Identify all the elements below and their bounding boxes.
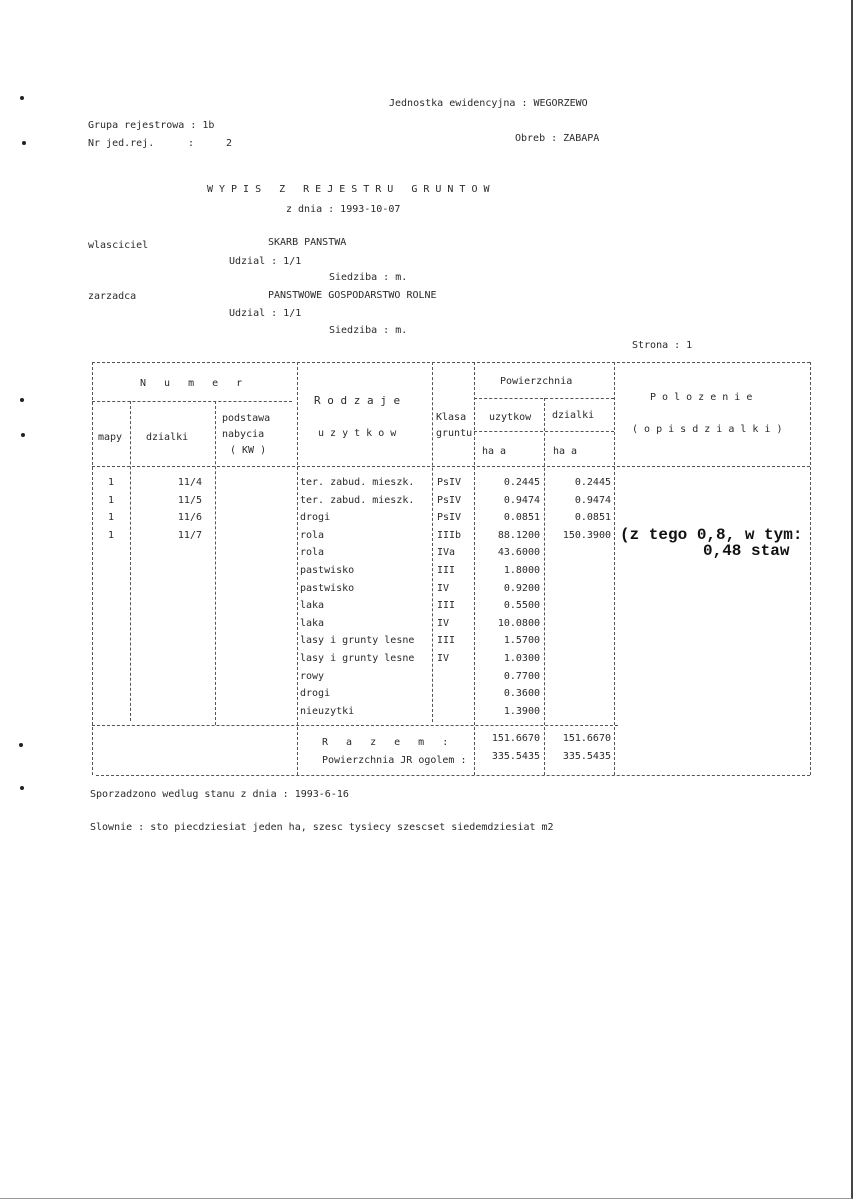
wlasciciel-siedziba: Siedziba : m. — [329, 272, 408, 283]
table-cell-uzytkow: 1.5700 — [503, 635, 540, 646]
table-cell-uzytkow: 0.3600 — [503, 688, 540, 699]
ogolem-dzialki: 335.5435 — [562, 751, 611, 762]
table-cell-uzytkow: 88.1200 — [497, 530, 540, 541]
page-number: Strona : 1 — [632, 340, 693, 351]
handwritten-annotation: (z tego 0,8, w tym: — [620, 526, 803, 544]
table-cell-klasa: IV — [437, 653, 450, 664]
table-col-divider — [544, 398, 545, 775]
header-kw: ( KW ) — [230, 445, 267, 456]
wlasciciel-name: SKARB PANSTWA — [268, 237, 347, 248]
table-col-divider — [432, 362, 433, 722]
header-pow-dzialki: dzialki — [552, 410, 595, 421]
header-klasa: Klasa — [436, 412, 467, 423]
razem-dzialki: 151.6670 — [562, 733, 611, 744]
nr-jed-label: Nr jed.rej. — [88, 138, 155, 149]
handwritten-annotation: 0,48 staw — [703, 542, 790, 560]
table-cell-uzytkow: 1.8000 — [503, 565, 540, 576]
table-cell-rodzaj: ter. zabud. mieszk. — [300, 495, 415, 506]
header-mapy: mapy — [98, 432, 123, 443]
table-col-divider — [130, 401, 131, 721]
zarzadca-label: zarzadca — [88, 291, 137, 302]
header-powierzchnia: Powierzchnia — [500, 376, 573, 387]
table-top-border — [92, 362, 810, 363]
table-cell-rodzaj: pastwisko — [300, 583, 355, 594]
table-bottom-border — [96, 775, 810, 776]
table-col-divider — [614, 362, 615, 775]
grupa-rejestrowa: Grupa rejestrowa : 1b — [88, 120, 215, 131]
table-cell-rodzaj: lasy i grunty lesne — [300, 653, 415, 664]
table-cell-rodzaj: rowy — [300, 671, 325, 682]
header-podstawa: podstawa — [222, 413, 271, 424]
table-cell-klasa: PsIV — [437, 495, 462, 506]
table-cell-dzialki: 0.0851 — [574, 512, 611, 523]
table-cell-rodzaj: drogi — [300, 688, 331, 699]
header-dzialki: dzialki — [146, 432, 189, 443]
table-header-bottom — [92, 466, 810, 467]
header-uzytkow: u z y t k o w — [318, 428, 397, 439]
table-cell-rodzaj: lasy i grunty lesne — [300, 635, 415, 646]
table-cell-klasa: PsIV — [437, 477, 462, 488]
table-cell-klasa: IVa — [437, 547, 456, 558]
table-cell-rodzaj: pastwisko — [300, 565, 355, 576]
table-cell-dzialki: 150.3900 — [562, 530, 611, 541]
table-cell-uzytkow: 43.6000 — [497, 547, 540, 558]
header-numer: N u m e r — [140, 378, 249, 389]
table-cell-rodzaj: laka — [300, 600, 325, 611]
table-cell-mapy: 1 — [107, 530, 115, 541]
table-cell-klasa: IV — [437, 618, 450, 629]
header-polozenie: P o l o z e n i e — [650, 392, 753, 403]
slownie: Slownie : sto piecdziesiat jeden ha, szesc tysiecy szescset siedemdziesiat m2 — [90, 822, 554, 833]
header-ha-a: ha a — [482, 446, 507, 457]
table-cell-mapy: 1 — [107, 495, 115, 506]
zarzadca-name: PANSTWOWE GOSPODARSTWO ROLNE — [268, 290, 437, 301]
table-cell-uzytkow: 0.7700 — [503, 671, 540, 682]
table-cell-mapy: 1 — [107, 477, 115, 488]
document-title: WYPIS Z REJESTRU GRUNTOW — [207, 184, 496, 195]
nr-jed-value: 2 — [226, 138, 233, 149]
header-rodzaje: R o d z a j e — [314, 394, 401, 407]
obreb: Obreb : ZABAPA — [515, 133, 600, 144]
table-col-divider — [297, 362, 298, 775]
table-cell-klasa: IIIb — [437, 530, 462, 541]
table-cell-rodzaj: rola — [300, 547, 325, 558]
table-cell-rodzaj: nieuzytki — [300, 706, 355, 717]
table-cell-uzytkow: 0.0851 — [503, 512, 540, 523]
document-date: z dnia : 1993-10-07 — [286, 204, 401, 215]
header-ha-a: ha a — [553, 446, 578, 457]
table-cell-klasa: III — [437, 565, 456, 576]
table-cell-uzytkow: 0.9200 — [503, 583, 540, 594]
razem-label: R a z e m : — [322, 737, 455, 748]
table-col-divider — [92, 362, 93, 775]
table-cell-uzytkow: 0.5500 — [503, 600, 540, 611]
table-cell-uzytkow: 10.0800 — [497, 618, 540, 629]
wlasciciel-udzial: Udzial : 1/1 — [229, 256, 302, 267]
table-cell-dzialka: 11/7 — [177, 530, 202, 541]
table-cell-klasa: III — [437, 600, 456, 611]
table-cell-dzialki: 0.9474 — [574, 495, 611, 506]
table-cell-rodzaj: laka — [300, 618, 325, 629]
jednostka-ewidencyjna: Jednostka ewidencyjna : WEGORZEWO — [389, 98, 588, 109]
table-cell-rodzaj: ter. zabud. mieszk. — [300, 477, 415, 488]
table-cell-uzytkow: 0.2445 — [503, 477, 540, 488]
table-col-divider — [810, 362, 811, 775]
table-cell-klasa: IV — [437, 583, 450, 594]
punch-hole — [19, 743, 23, 747]
razem-uzytkow: 151.6670 — [491, 733, 540, 744]
wlasciciel-label: wlasciciel — [88, 240, 149, 251]
table-cell-uzytkow: 1.3900 — [503, 706, 540, 717]
punch-hole — [20, 96, 24, 100]
sporzadzono: Sporzadzono wedlug stanu z dnia : 1993-6-16 — [90, 789, 349, 800]
table-cell-uzytkow: 1.0300 — [503, 653, 540, 664]
table-cell-dzialka: 11/5 — [177, 495, 202, 506]
table-totals-divider — [92, 725, 618, 726]
punch-hole — [21, 433, 25, 437]
zarzadca-udzial: Udzial : 1/1 — [229, 308, 302, 319]
table-cell-mapy: 1 — [107, 512, 115, 523]
header-gruntu: gruntu — [436, 428, 473, 439]
table-cell-klasa: III — [437, 635, 456, 646]
table-cell-dzialki: 0.2445 — [574, 477, 611, 488]
table-header-divider — [92, 401, 292, 402]
punch-hole — [20, 398, 24, 402]
punch-hole — [20, 786, 24, 790]
header-opis-dzialki: ( o p i s d z i a l k i ) — [632, 424, 783, 435]
table-cell-klasa: PsIV — [437, 512, 462, 523]
table-cell-uzytkow: 0.9474 — [503, 495, 540, 506]
zarzadca-siedziba: Siedziba : m. — [329, 325, 408, 336]
nr-jed-colon: : — [188, 138, 195, 149]
punch-hole — [22, 141, 26, 145]
ogolem-uzytkow: 335.5435 — [491, 751, 540, 762]
table-col-divider — [215, 401, 216, 725]
ogolem-label: Powierzchnia JR ogolem : — [322, 755, 467, 766]
header-pow-uzytkow: uzytkow — [489, 412, 532, 423]
table-cell-dzialka: 11/4 — [177, 477, 202, 488]
table-cell-rodzaj: rola — [300, 530, 325, 541]
header-nabycia: nabycia — [222, 429, 265, 440]
table-cell-dzialka: 11/6 — [177, 512, 202, 523]
table-cell-rodzaj: drogi — [300, 512, 331, 523]
